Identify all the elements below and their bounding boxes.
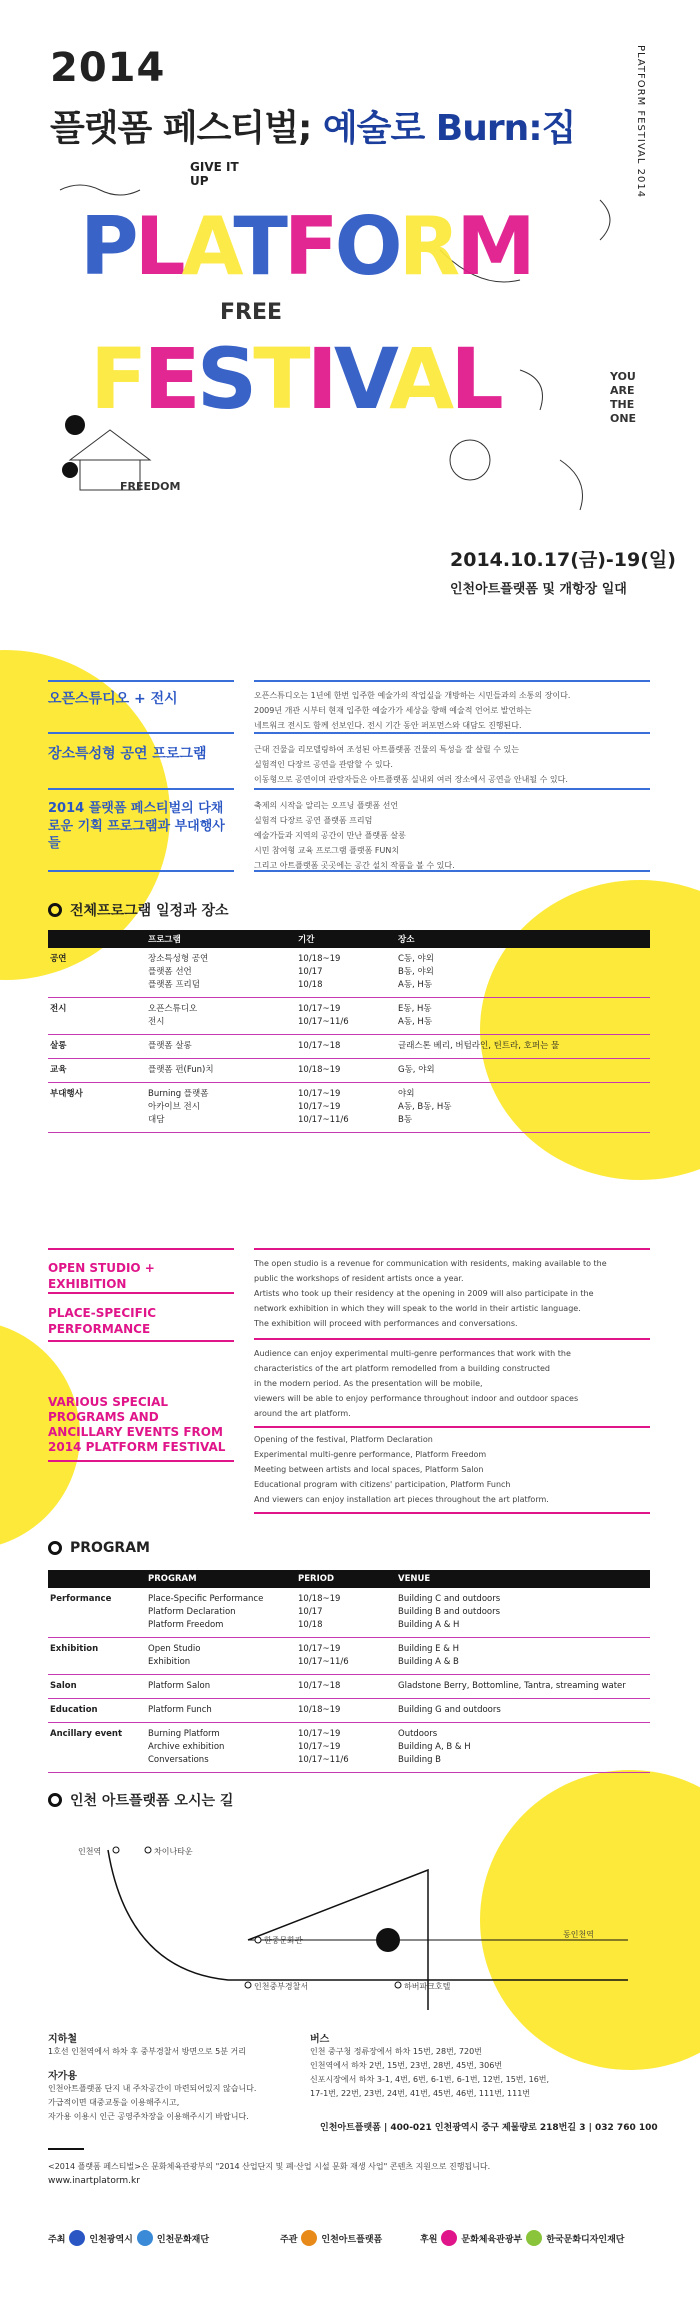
festival-venue: 인천아트플랫폼 및 개항장 일대 bbox=[450, 582, 627, 597]
host-logos: 주최 인천광역시 인천문화재단 bbox=[48, 2230, 209, 2246]
table-row: Salon Platform Salon 10/17~18 Gladstone Berry, Bottomline, Tantra, streaming water bbox=[48, 1675, 650, 1699]
table-header: 프로그램 기간 장소 bbox=[48, 930, 650, 948]
art-freedom: FREEDOM bbox=[120, 480, 181, 493]
ring-icon bbox=[48, 1541, 62, 1555]
platform-marker-icon bbox=[376, 1928, 400, 1952]
intro-ko-text-3: 축제의 시작을 알리는 오프닝 플랫폼 선언 실험적 다장르 공연 플랫폼 프리덤 예술가들과 지역의 공간이 만난 플랫폼 살롱 시민 참여형 교육 프로그램 플랫폼 FUN치 그리고 아트플랫폼 곳곳에는 공간 설치 작품을 볼 수 있다. bbox=[254, 801, 455, 870]
table-row: 부대행사 Burning 플랫폼 아카이브 전시 대담 10/17~19 10/17~19 10/17~11/6 야외 A동, B동, H동 B동 bbox=[48, 1083, 650, 1133]
festival-date: 2014.10.17(금)-19(일) bbox=[450, 549, 676, 571]
map-label: 인천중부경찰서 bbox=[254, 1982, 309, 1991]
intro-ko-label-1: 오픈스튜디오 + 전시 bbox=[48, 691, 178, 707]
table-row: 살롱 플랫폼 살롱 10/17~18 글래스톤 베리, 버텀라인, 틴트라, 호퍼는 물 bbox=[48, 1035, 650, 1059]
page-title-blue: 예술로 Burn:집 bbox=[322, 108, 576, 149]
intro-ko-text-1: 오픈스튜디오는 1년에 한번 입주한 예술가의 작업실을 개방하는 시민들과의 소통의 장이다. 2009년 개관 시부터 현재 입주한 예술가가 세상을 향해 예술적 언어로 발언하는 네트워크 전시도 함께 선보인다. 전시 기간 동안 퍼포먼스와 대담도 진행된다. bbox=[254, 691, 571, 730]
subway-info: 지하철 1호선 인천역에서 하차 후 중부경찰서 방면으로 5분 거리 자가용 인천아트플랫폼 단지 내 주차공간이 마련되어있지 않습니다. 가급적이면 대중교통을 이용해주시고, 자가용 이용시 인근 공영주차장을 이용해주시기 바랍니다. bbox=[48, 2034, 257, 2121]
schedule-en-heading: PROGRAM bbox=[48, 1540, 150, 1556]
table-row: Exhibition Open Studio Exhibition 10/17~19 10/17~11/6 Building E & H Building A & B bbox=[48, 1638, 650, 1675]
schedule-ko-heading: 전체프로그램 일정과 장소 bbox=[48, 900, 229, 920]
schedule-ko-table bbox=[48, 930, 650, 1133]
table-row: Performance Place-Specific Performance Platform Declaration Platform Freedom 10/18~19 10/17 10/18 Building C and outdoors Building B and outdoors Building A & H bbox=[48, 1588, 650, 1638]
table-header: PROGRAM PERIOD VENUE bbox=[48, 1570, 650, 1588]
art-text-line2: FESTIVAL bbox=[90, 330, 500, 428]
art-you-are: YOU ARE THE ONE bbox=[610, 370, 637, 425]
map-label: 한중문화관 bbox=[264, 1936, 303, 1945]
intro-en-text-1: The open studio is a revenue for communication with residents, making available to the public the workshops of resident artists once a year. Artists who took up their residency at the opening in 2009 will also participate in the network exhibition in which they will speak to the world in their artistic language. The exhibition will proceed with performances and conversations. bbox=[254, 1259, 607, 1328]
art-free: FREE bbox=[220, 300, 283, 325]
art-text-line1: PLATFORM bbox=[80, 200, 532, 293]
map-lines bbox=[48, 1830, 648, 2010]
footer-url[interactable]: www.inartplatorm.kr bbox=[48, 2176, 140, 2186]
side-title: PLATFORM FESTIVAL 2014 bbox=[635, 45, 646, 199]
ministry-logo-icon bbox=[441, 2230, 457, 2246]
bus-info: 버스 인천 중구청 정류장에서 하차 15번, 28번, 720번 인천역에서 하차 2번, 15번, 23번, 28번, 45번, 306번 신포시장에서 하차 3-1, 4번, 6번, 6-1번, 6-1번, 12번, 15번, 16번, 17-1번, 22번, 23번, 24번, 41번, 45번, 46번, 111번, 111번 bbox=[310, 2034, 550, 2098]
incheon-logo-icon bbox=[69, 2230, 85, 2246]
map-label: 인천역 bbox=[78, 1847, 102, 1856]
intro-ko-label-3: 2014 플랫폼 페스티벌의 다채로운 기획 프로그램과 부대행사들 bbox=[48, 801, 225, 852]
platform-logo-icon bbox=[301, 2230, 317, 2246]
page-title bbox=[50, 100, 575, 151]
table-row: Education Platform Funch 10/18~19 Building G and outdoors bbox=[48, 1699, 650, 1723]
schedule-en-table bbox=[48, 1570, 650, 1773]
intro-en-text-2: Audience can enjoy experimental multi-genre performances that work with the characteristics of the art platform remodelled from a building constructed in the modern period. As the presentation will be mobile, viewers will be able to enjoy performance throughout indoor and outdoor spaces around the art platform. bbox=[254, 1349, 579, 1418]
ring-icon bbox=[48, 903, 62, 917]
festival-artwork bbox=[40, 160, 660, 530]
intro-en-label-2: PLACE-SPECIFIC PERFORMANCE bbox=[48, 1306, 157, 1337]
address: 인천아트플랫폼 | 400-021 인천광역시 중구 제물량로 218번길 3 | 032 760 100 bbox=[320, 2123, 658, 2133]
intro-ko-text-2: 근대 건물을 리모델링하여 조성된 아트플랫폼 건물의 특성을 잘 살릴 수 있는 실험적인 다장르 공연을 관람할 수 있다. 이동형으로 공연이며 관람자들은 아트플랫폼 실내외 여러 장소에서 공연을 안내될 수 있다. bbox=[254, 745, 568, 784]
sponsor-logos: 후원 문화체육관광부 한국문화디자인재단 bbox=[420, 2230, 625, 2246]
intro-en-label-3: VARIOUS SPECIAL PROGRAMS AND ANCILLARY EVENTS FROM 2014 PLATFORM FESTIVAL bbox=[48, 1395, 226, 1454]
map-label: 동인천역 bbox=[563, 1930, 594, 1939]
table-row: 교육 플랫폼 펀(Fun)치 10/18~19 G동, 야외 bbox=[48, 1059, 650, 1083]
map-label: 차이나타운 bbox=[154, 1847, 193, 1856]
kcdf-logo-icon bbox=[526, 2230, 542, 2246]
foundation-logo-icon bbox=[137, 2230, 153, 2246]
table-row: Ancillary event Burning Platform Archive exhibition Conversations 10/17~19 10/17~19 10/17~11/6 Outdoors Building A, B & H Building B bbox=[48, 1723, 650, 1773]
intro-ko-label-2: 장소특성형 공연 프로그램 bbox=[48, 746, 207, 762]
intro-en-label-1: OPEN STUDIO + EXHIBITION bbox=[48, 1261, 155, 1292]
table-row: 공연 장소특성형 공연 플랫폼 선언 플랫폼 프리덤 10/18~19 10/17 10/18 C동, 야외 B동, 야외 A동, H동 bbox=[48, 948, 650, 998]
map-label: 하버파크호텔 bbox=[404, 1982, 451, 1991]
art-give: GIVE IT UP bbox=[190, 160, 239, 188]
intro-en-text-3: Opening of the festival, Platform Declaration Experimental multi-genre performance, Platform Freedom Meeting between artists and local spaces, Platform Salon Educational program with citizens' participation, Platform Funch And viewers can enjoy installation art pieces throughout the art platform. bbox=[254, 1435, 549, 1504]
organizer-logos: 주관 인천아트플랫폼 bbox=[280, 2230, 382, 2246]
page-title-ko: 플랫폼 페스티벌; bbox=[50, 108, 323, 149]
location-map bbox=[48, 1830, 648, 2010]
ring-icon bbox=[48, 1793, 62, 1807]
table-row: 전시 오픈스튜디오 전시 10/17~19 10/17~11/6 E동, H동 A동, H동 bbox=[48, 998, 650, 1035]
page-year: 2014 bbox=[50, 45, 166, 91]
directions-heading: 인천 아트플랫폼 오시는 길 bbox=[48, 1790, 233, 1810]
footer-note: <2014 플랫폼 페스티벌>은 문화체육관광부의 "2014 산업단지 및 폐·산업 시설 문화 재생 사업" 콘텐츠 지원으로 진행됩니다. bbox=[48, 2162, 491, 2171]
